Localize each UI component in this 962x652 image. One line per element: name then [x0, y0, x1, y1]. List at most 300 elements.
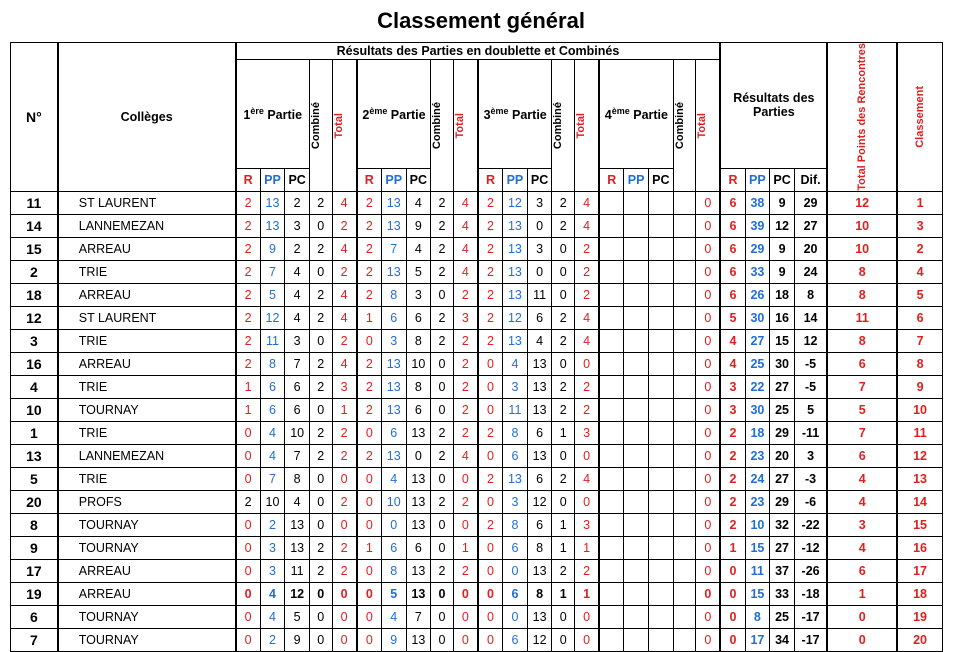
total-points: 12: [827, 191, 897, 214]
cell-combine: 1: [552, 582, 575, 605]
result-pp: 17: [745, 628, 770, 651]
result-r: 6: [720, 214, 745, 237]
cell-r: 2: [236, 191, 261, 214]
result-dif: 3: [794, 444, 827, 467]
classement: 11: [897, 421, 942, 444]
cell-pc: 4: [406, 191, 431, 214]
cell-pc: 11: [527, 283, 552, 306]
row-college: TRIE: [58, 329, 236, 352]
cell-r: 2: [236, 237, 261, 260]
cell-pp: 6: [381, 306, 406, 329]
result-pp: 24: [745, 467, 770, 490]
result-r: 2: [720, 444, 745, 467]
cell-pp: 13: [260, 214, 285, 237]
total-points: 5: [827, 398, 897, 421]
cell-total: 0: [696, 352, 721, 375]
cell-r: 0: [478, 490, 503, 513]
cell-r: 0: [357, 467, 382, 490]
result-dif: -5: [794, 375, 827, 398]
cell-combine: [673, 283, 696, 306]
cell-r: 0: [357, 628, 382, 651]
cell-total: 0: [575, 490, 600, 513]
result-pc: 32: [770, 513, 795, 536]
classement: 4: [897, 260, 942, 283]
cell-pc: 0: [527, 260, 552, 283]
classement: 2: [897, 237, 942, 260]
cell-pp: 6: [503, 628, 528, 651]
cell-total: 0: [332, 628, 357, 651]
cell-r: [599, 513, 624, 536]
row-college: ST LAURENT: [58, 306, 236, 329]
result-pp: 29: [745, 237, 770, 260]
cell-r: 1: [236, 375, 261, 398]
cell-total: 4: [575, 214, 600, 237]
cell-total: 0: [696, 605, 721, 628]
cell-combine: 2: [431, 490, 454, 513]
cell-combine: [673, 628, 696, 651]
classement: 7: [897, 329, 942, 352]
cell-r: 0: [478, 628, 503, 651]
cell-combine: 0: [309, 329, 332, 352]
cell-total: 4: [332, 352, 357, 375]
result-r: 6: [720, 237, 745, 260]
header-pc: PC: [406, 168, 431, 191]
cell-r: 2: [357, 191, 382, 214]
cell-pp: 8: [381, 559, 406, 582]
cell-combine: 2: [431, 329, 454, 352]
cell-r: 0: [357, 582, 382, 605]
result-pp: 30: [745, 306, 770, 329]
cell-total: 2: [575, 283, 600, 306]
cell-r: 0: [236, 444, 261, 467]
cell-pp: 2: [260, 513, 285, 536]
cell-pc: 13: [406, 421, 431, 444]
cell-total: 2: [332, 444, 357, 467]
cell-pc: 13: [527, 352, 552, 375]
header-partie-1: [236, 60, 310, 169]
cell-pc: 8: [527, 536, 552, 559]
cell-total: 0: [696, 237, 721, 260]
cell-r: 0: [478, 352, 503, 375]
cell-r: 0: [236, 628, 261, 651]
result-pp: 22: [745, 375, 770, 398]
cell-r: 2: [478, 260, 503, 283]
row-number: 15: [11, 237, 58, 260]
partie-sup: ème: [611, 105, 630, 116]
result-r: 0: [720, 582, 745, 605]
cell-r: [599, 398, 624, 421]
row-number: 8: [11, 513, 58, 536]
result-r: 3: [720, 398, 745, 421]
cell-total: 2: [332, 421, 357, 444]
cell-r: 2: [478, 306, 503, 329]
cell-pp: 13: [503, 237, 528, 260]
cell-total: 0: [696, 444, 721, 467]
cell-combine: 0: [552, 444, 575, 467]
cell-total: 3: [575, 421, 600, 444]
cell-pc: 4: [527, 329, 552, 352]
cell-pp: 13: [503, 467, 528, 490]
result-r: 2: [720, 421, 745, 444]
result-dif: 27: [794, 214, 827, 237]
cell-r: [599, 628, 624, 651]
cell-pp: 8: [503, 513, 528, 536]
cell-total: 2: [332, 260, 357, 283]
cell-total: 4: [453, 214, 478, 237]
classement: 18: [897, 582, 942, 605]
cell-combine: [673, 352, 696, 375]
cell-pp: [624, 490, 649, 513]
cell-total: 2: [575, 237, 600, 260]
cell-pp: 13: [381, 214, 406, 237]
cell-pc: 13: [406, 559, 431, 582]
cell-combine: 0: [309, 582, 332, 605]
total-points: 3: [827, 513, 897, 536]
result-pc: 18: [770, 283, 795, 306]
cell-pc: 7: [406, 605, 431, 628]
cell-total: 2: [453, 329, 478, 352]
cell-combine: [673, 467, 696, 490]
cell-r: 0: [236, 536, 261, 559]
cell-total: 0: [696, 467, 721, 490]
cell-combine: 2: [309, 375, 332, 398]
cell-pc: 10: [406, 352, 431, 375]
cell-pp: 13: [381, 398, 406, 421]
result-pc: 25: [770, 605, 795, 628]
header-results-group: Résultats des Parties en doublette et Combinés: [236, 43, 721, 60]
cell-total: 0: [575, 605, 600, 628]
partie-number: 2: [362, 107, 370, 122]
cell-pp: 13: [381, 352, 406, 375]
cell-total: 0: [696, 513, 721, 536]
cell-pc: 4: [285, 306, 310, 329]
cell-pc: [648, 191, 673, 214]
cell-pc: 0: [527, 214, 552, 237]
cell-combine: 2: [431, 559, 454, 582]
cell-pc: [648, 375, 673, 398]
classement: 13: [897, 467, 942, 490]
header-r: R: [720, 168, 745, 191]
cell-pc: 6: [527, 421, 552, 444]
header-total-label: Total: [696, 112, 709, 139]
cell-r: [599, 352, 624, 375]
row-number: 5: [11, 467, 58, 490]
cell-pc: 13: [406, 490, 431, 513]
cell-combine: [673, 260, 696, 283]
table-row: [11, 329, 943, 352]
total-points: 7: [827, 375, 897, 398]
row-number: 17: [11, 559, 58, 582]
row-number: 4: [11, 375, 58, 398]
result-pc: 12: [770, 214, 795, 237]
cell-pc: 6: [406, 306, 431, 329]
result-dif: -17: [794, 605, 827, 628]
cell-combine: 0: [309, 467, 332, 490]
cell-total: 0: [696, 421, 721, 444]
cell-combine: 0: [431, 536, 454, 559]
partie-label: Partie: [508, 107, 547, 122]
cell-total: 0: [453, 467, 478, 490]
row-number: 2: [11, 260, 58, 283]
cell-total: 1: [453, 536, 478, 559]
cell-r: 2: [236, 329, 261, 352]
cell-pc: [648, 628, 673, 651]
result-dif: -5: [794, 352, 827, 375]
cell-r: 0: [478, 444, 503, 467]
cell-combine: 2: [309, 306, 332, 329]
cell-pp: 4: [503, 352, 528, 375]
result-pc: 27: [770, 467, 795, 490]
cell-total: 0: [332, 513, 357, 536]
cell-pc: 6: [406, 398, 431, 421]
header-results-totals: Résultats des Parties: [720, 43, 827, 169]
cell-pc: 7: [285, 444, 310, 467]
cell-pp: 3: [260, 536, 285, 559]
table-row: [11, 628, 943, 651]
result-dif: 5: [794, 398, 827, 421]
cell-pp: [624, 260, 649, 283]
cell-pc: [648, 513, 673, 536]
cell-combine: 0: [552, 605, 575, 628]
cell-combine: [673, 536, 696, 559]
header-combine: [552, 60, 575, 192]
cell-pc: 3: [527, 191, 552, 214]
result-r: 2: [720, 513, 745, 536]
cell-total: 2: [575, 260, 600, 283]
result-pc: 9: [770, 260, 795, 283]
cell-combine: 2: [431, 444, 454, 467]
cell-combine: 2: [431, 306, 454, 329]
cell-pc: [648, 398, 673, 421]
table-row: [11, 559, 943, 582]
header-pc: PC: [285, 168, 310, 191]
cell-pc: [648, 283, 673, 306]
cell-pc: 13: [527, 444, 552, 467]
cell-r: 1: [357, 536, 382, 559]
cell-pc: 4: [285, 283, 310, 306]
cell-combine: 2: [552, 559, 575, 582]
cell-pp: [624, 605, 649, 628]
cell-r: 2: [478, 283, 503, 306]
result-dif: -11: [794, 421, 827, 444]
cell-pp: 13: [503, 260, 528, 283]
total-points: 8: [827, 283, 897, 306]
cell-pc: 5: [406, 260, 431, 283]
result-r: 2: [720, 467, 745, 490]
row-number: 9: [11, 536, 58, 559]
cell-combine: 2: [309, 191, 332, 214]
header-classement: [897, 43, 942, 192]
cell-combine: 0: [431, 582, 454, 605]
cell-total: 0: [696, 398, 721, 421]
table-row: [11, 214, 943, 237]
cell-pp: [624, 536, 649, 559]
cell-total: 4: [575, 329, 600, 352]
table-row: [11, 444, 943, 467]
cell-pc: 12: [285, 582, 310, 605]
cell-total: 0: [696, 329, 721, 352]
cell-total: 0: [332, 467, 357, 490]
cell-combine: [673, 237, 696, 260]
result-pp: 27: [745, 329, 770, 352]
table-row: [11, 490, 943, 513]
cell-combine: 2: [309, 444, 332, 467]
total-points: 10: [827, 237, 897, 260]
table-row: [11, 421, 943, 444]
cell-combine: 2: [431, 237, 454, 260]
row-college: ARREAU: [58, 237, 236, 260]
row-college: LANNEMEZAN: [58, 444, 236, 467]
header-pp: PP: [745, 168, 770, 191]
row-number: 1: [11, 421, 58, 444]
classement: 5: [897, 283, 942, 306]
cell-pp: 7: [260, 260, 285, 283]
cell-r: 2: [236, 490, 261, 513]
row-number: 10: [11, 398, 58, 421]
cell-total: 0: [575, 628, 600, 651]
cell-pp: [624, 467, 649, 490]
header-combine-label: Combiné: [552, 101, 565, 149]
result-r: 0: [720, 605, 745, 628]
header-total-label: Total: [332, 112, 345, 139]
cell-total: 0: [696, 214, 721, 237]
cell-pp: 3: [503, 490, 528, 513]
cell-pc: 4: [406, 237, 431, 260]
header-partie-4: [599, 60, 673, 169]
result-dif: -6: [794, 490, 827, 513]
row-number: 16: [11, 352, 58, 375]
cell-combine: 2: [552, 191, 575, 214]
cell-pp: 0: [503, 605, 528, 628]
table-row: [11, 467, 943, 490]
cell-pc: 12: [527, 490, 552, 513]
header-total: [575, 60, 600, 192]
cell-r: 2: [236, 260, 261, 283]
cell-combine: 2: [309, 352, 332, 375]
cell-r: 0: [236, 605, 261, 628]
cell-r: 2: [357, 260, 382, 283]
result-pc: 33: [770, 582, 795, 605]
cell-r: 0: [357, 421, 382, 444]
header-partie-3: [478, 60, 552, 169]
cell-pp: [624, 375, 649, 398]
cell-r: 0: [236, 467, 261, 490]
cell-r: [599, 375, 624, 398]
cell-r: 2: [357, 444, 382, 467]
cell-combine: 2: [431, 260, 454, 283]
cell-total: 1: [332, 398, 357, 421]
cell-total: 2: [575, 398, 600, 421]
row-college: ARREAU: [58, 283, 236, 306]
header-pc: PC: [770, 168, 795, 191]
header-total: [696, 60, 721, 192]
cell-pp: 2: [260, 628, 285, 651]
row-college: ST LAURENT: [58, 191, 236, 214]
cell-r: 0: [236, 559, 261, 582]
result-pc: 37: [770, 559, 795, 582]
result-dif: 12: [794, 329, 827, 352]
cell-pc: 8: [406, 375, 431, 398]
cell-r: 0: [478, 375, 503, 398]
result-pp: 30: [745, 398, 770, 421]
cell-pc: 8: [527, 582, 552, 605]
cell-r: 0: [236, 513, 261, 536]
cell-total: 3: [453, 306, 478, 329]
row-college: ARREAU: [58, 559, 236, 582]
cell-pp: [624, 237, 649, 260]
result-pc: 29: [770, 421, 795, 444]
row-number: 20: [11, 490, 58, 513]
table-row: [11, 191, 943, 214]
table-row: [11, 260, 943, 283]
total-points: 7: [827, 421, 897, 444]
cell-total: 0: [575, 352, 600, 375]
cell-pp: 12: [503, 306, 528, 329]
cell-pc: [648, 490, 673, 513]
cell-pp: 4: [260, 421, 285, 444]
row-college: TOURNAY: [58, 398, 236, 421]
cell-pp: 9: [260, 237, 285, 260]
cell-total: 2: [453, 398, 478, 421]
cell-total: 0: [575, 444, 600, 467]
cell-pc: 13: [406, 467, 431, 490]
header-total-points-label: Total Points des Rencontres: [856, 43, 869, 191]
table-row: [11, 237, 943, 260]
classement: 9: [897, 375, 942, 398]
result-pp: 10: [745, 513, 770, 536]
cell-r: 0: [357, 513, 382, 536]
total-points: 6: [827, 559, 897, 582]
cell-total: 4: [575, 467, 600, 490]
cell-total: 4: [575, 306, 600, 329]
cell-total: 2: [332, 559, 357, 582]
classement: 8: [897, 352, 942, 375]
cell-pp: 13: [503, 283, 528, 306]
cell-total: 0: [696, 490, 721, 513]
total-points: 4: [827, 536, 897, 559]
cell-pp: 4: [260, 444, 285, 467]
cell-combine: [673, 329, 696, 352]
result-pp: 39: [745, 214, 770, 237]
table-row: [11, 536, 943, 559]
cell-pc: 9: [406, 214, 431, 237]
cell-pp: 5: [260, 283, 285, 306]
cell-combine: 2: [309, 536, 332, 559]
cell-pc: 8: [285, 467, 310, 490]
cell-total: 0: [696, 191, 721, 214]
cell-pc: 13: [527, 375, 552, 398]
cell-total: 4: [453, 191, 478, 214]
result-pp: 26: [745, 283, 770, 306]
cell-combine: 0: [309, 260, 332, 283]
result-pp: 23: [745, 490, 770, 513]
result-pc: 27: [770, 536, 795, 559]
cell-total: 0: [453, 605, 478, 628]
cell-combine: [673, 490, 696, 513]
row-college: LANNEMEZAN: [58, 214, 236, 237]
header-r: R: [357, 168, 382, 191]
cell-r: [599, 490, 624, 513]
cell-total: 4: [332, 191, 357, 214]
cell-r: 2: [357, 398, 382, 421]
cell-pc: 3: [406, 283, 431, 306]
cell-pp: 4: [381, 605, 406, 628]
cell-combine: 2: [431, 214, 454, 237]
result-r: 0: [720, 628, 745, 651]
result-r: 3: [720, 375, 745, 398]
cell-total: 2: [332, 490, 357, 513]
result-pc: 16: [770, 306, 795, 329]
